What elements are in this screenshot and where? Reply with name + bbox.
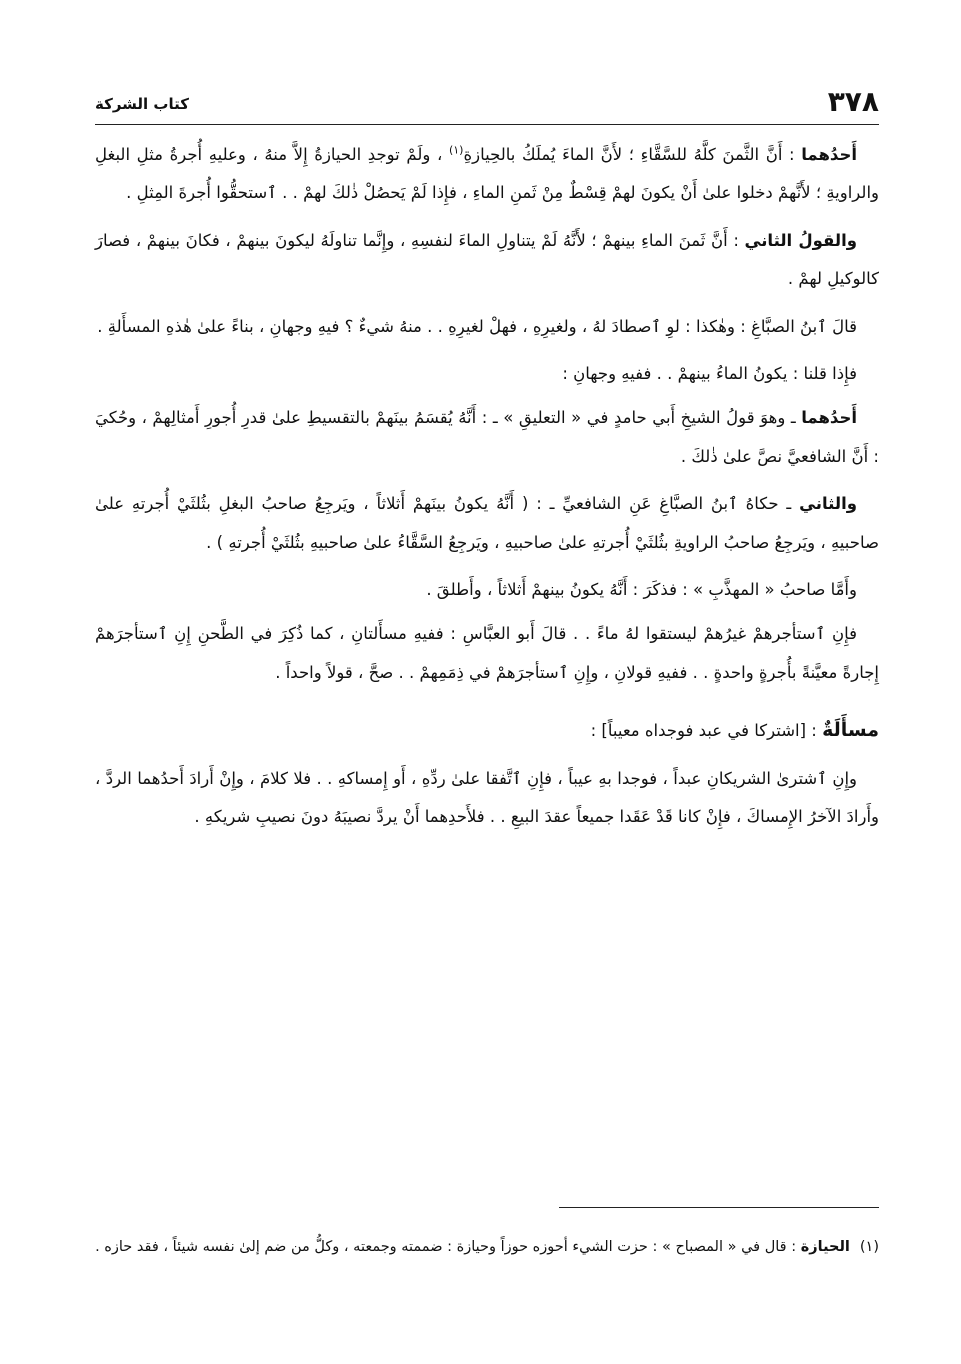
paragraph-text: وأَمَّا صاحبُ « المهذَّبِ » : فذكَرَ : أَنَّهُ يكونُ بينهمْ أَثلاثاً ، وأَطلقَ . (426, 580, 857, 600)
paragraph-text: فإِذا قلنا : يكونُ الماءُ بينهمْ . . ففيهِ وجهانِ : (562, 364, 857, 384)
paragraph-muhadhdhab (95, 571, 879, 609)
footnote-mark: (١) (859, 1239, 879, 1255)
footnote (95, 1232, 879, 1262)
footnote-reference[interactable]: (١) (448, 143, 464, 157)
paragraph-text: ـ وهوَ قولُ الشيخِ أَبي حامدٍ في « التعليقِ » ـ : أَنَّهُ يُقسَمُ بينَهمْ بالتقسيطِ علىٰ قدرِ أُجورِ أَمثالِهمْ ، وحُكيَ : أَنَّ الشافعيَّ نصَّ علىٰ ذٰلكَ . (95, 408, 879, 466)
footnote-divider (559, 1207, 879, 1208)
paragraph-lead: أَحدُهما (801, 408, 857, 428)
masala-label: مسأَلَةٌ (822, 719, 879, 742)
paragraph-first-opinion (95, 136, 879, 213)
footnote-term: الحيازة (800, 1239, 850, 1255)
footnote-text: : قال في « المصباح » : حزت الشيء أحوزه حوزاً وحيازة : ضممته وجمعته ، وكلُّ من ضم إلىٰ نفسه شيئاً ، فقد حازه . (95, 1239, 801, 1255)
paragraph-text: : أَنَّ الثَّمنَ كلَّهُ للسَّقَّاءِ ؛ لأَنَّ الماءَ يُملَكُ بالحِيازةِ (463, 145, 802, 164)
masala-title: : [اشتركا في عبد فوجداه معيباً] : (590, 721, 823, 741)
paragraph-hired-others (95, 615, 879, 692)
paragraph-defective-slave (95, 760, 879, 837)
main-text (95, 136, 879, 846)
page-number: ٣٧٨ (827, 85, 879, 118)
paragraph-lead: أَحدُهما (801, 145, 857, 164)
paragraph-lead: والقولُ الثاني (744, 230, 858, 250)
paragraph-text: وإِنِ ٱشترىٰ الشريكانِ عبداً ، فوجدا بهِ عيباً ، فإِنِ ٱتَّفقا علىٰ ردِّهِ ، أَو إِمساكهِ . . فلا كلامَ ، وإِنْ أَرادَ أَحدُهما الردَّ ، وأَرادَ الآخرُ الإِمساكَ ، فإِنْ كانا قَدْ عَقَدا جميعاً عقدَ البيعِ . . فلأَحدِهما أَنْ يردَّ نصيبَهُ دونَ نصيبِ شريكهِ . (95, 768, 879, 827)
page-header (95, 84, 879, 125)
paragraph-text: قالَ ٱبنُ الصبَّاغِ : وهٰكذا : لوِ ٱصطادَ لهُ ، ولغيرِهِ ، فهلْ لغيرِهِ . . منهُ شيءٌ ؟ فيهِ وجهانِ ، بناءً علىٰ هٰذهِ المسأَلةِ . (97, 316, 857, 336)
paragraph-text: فإِنِ ٱستأجرهمْ غيرُهمْ ليستقوا لهُ ماءً . . قالَ أَبو العبَّاسِ : ففيهِ مسأَلتانِ ، كما ذُكِرَ في الطَّحنِ إِنِ ٱستأجرَهمْ إِجارةً معيَّنةً بأُجرةٍ واحدةٍ . . ففيهِ قولانِ ، وإِنِ ٱستأجرَهمْ في ذِمَمِهمْ . . صحَّ ، قولاً واحداً . (95, 624, 879, 682)
paragraph-lead: والثاني (799, 494, 857, 514)
paragraph-text-continued: ، ولَمْ توجدِ الحيازةُ إِلاَّ منهُ ، وعليهِ أُجرةُ مثلِ البغلِ والراويةِ ؛ لأَنَّهمْ دخلوا علىٰ أَنْ يكونَ لهمْ قِسْطٌ مِنْ ثَمنِ الماءِ ، فإِذا لَمْ يَحصُلْ ذٰلكَ لهمْ . . ٱستحقُّوا أُجرةَ المِثلِ . (95, 145, 879, 203)
paragraph-view-one (95, 399, 879, 476)
paragraph-ibn-sabbagh (95, 308, 879, 346)
paragraph-text: ـ حكاهُ ٱبنُ الصبَّاغِ عَنِ الشافعيِّ ـ : ( أَنَّهُ يكونُ بينَهمْ أَثلاثاً ، ويَرجِعُ صاحبُ البغلِ بثُلثَيْ أُجرتهِ علىٰ صاحبيهِ ، ويَرجِعُ صاحبُ الراويةِ بثُلثَيْ أُجرتهِ علىٰ صاحبيهِ ، ويَرجِعُ السَّقَّاءُ علىٰ صاحبيهِ بثُلثَيْ أُجرتهِ ) . (95, 494, 879, 552)
paragraph-second-opinion (95, 222, 879, 299)
section-gap (95, 701, 879, 711)
paragraph-text: : أَنَّ ثَمنَ الماءِ بينهمْ ؛ لأَنَّهُ لَمْ يتناولِ الماءَ لنفسِهِ ، وإِنَّما تناولَهُ ليكونَ بينهمْ ، فكانَ بينهمْ ، فصارَ كالوكيلِ لهمْ . (95, 230, 879, 289)
running-title: كتاب الشركة (95, 95, 189, 113)
paragraph-two-views (95, 355, 879, 393)
paragraph-view-two (95, 485, 879, 562)
masala-heading (95, 711, 879, 750)
